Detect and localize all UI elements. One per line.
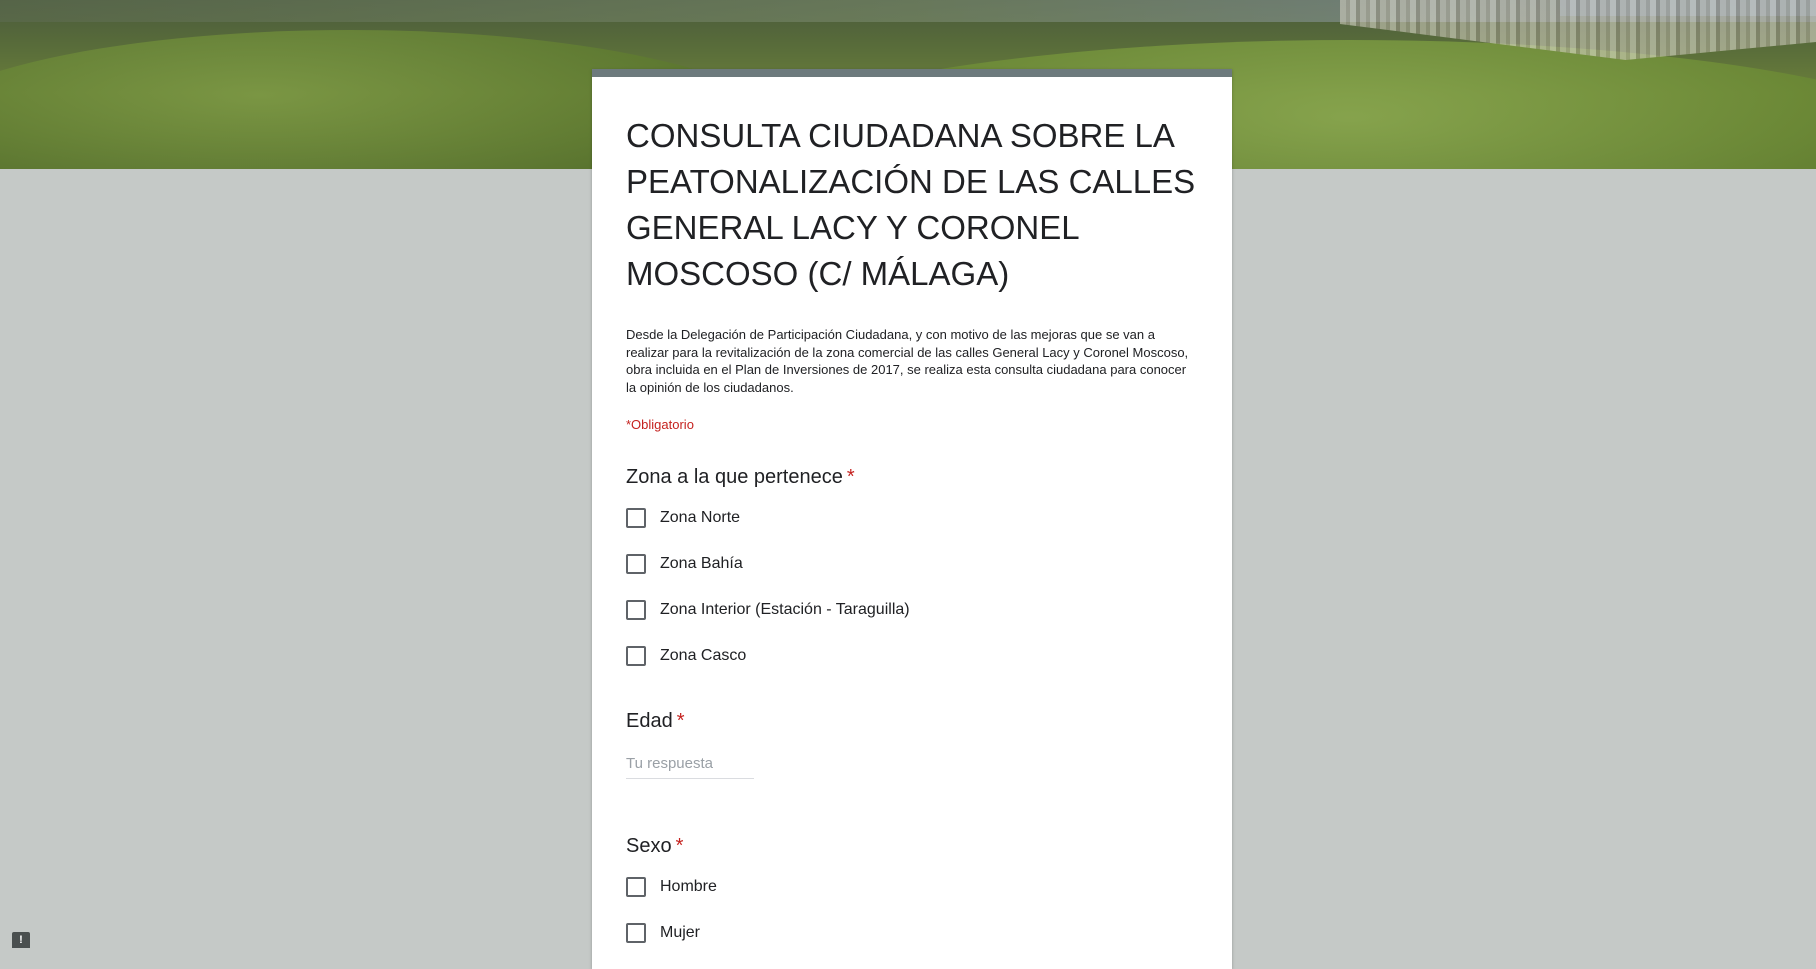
question-title-sexo (626, 834, 1198, 858)
checkbox-zona-bahia[interactable] (626, 554, 646, 574)
option-zona-casco[interactable] (626, 633, 1198, 679)
edad-input[interactable] (626, 753, 754, 779)
required-note: *Obligatorio (626, 417, 694, 432)
question-sexo (626, 834, 1198, 956)
question-zona (626, 465, 1198, 679)
option-label: Zona Norte (660, 509, 741, 526)
form-accent-bar (592, 69, 1232, 77)
required-star: * (846, 466, 855, 488)
option-zona-interior[interactable] (626, 587, 1198, 633)
question-title-text: Edad (626, 710, 673, 732)
checkbox-zona-casco[interactable] (626, 646, 646, 666)
option-label: Zona Casco (660, 647, 747, 664)
form-description: Desde la Delegación de Participación Ciudadana, y con motivo de las mejoras que se van a realizar para la revitalización de la zona comercial de las calles General Lacy y Coronel Moscoso, obra incluida en el Plan de Inversiones de 2017, se realiza esta consulta ciudadana para conocer la opinión de los ciudadanos. (626, 327, 1189, 395)
question-edad (626, 709, 1198, 779)
checkbox-zona-interior[interactable] (626, 600, 646, 620)
option-zona-norte[interactable] (626, 495, 1198, 541)
checkbox-hombre[interactable] (626, 877, 646, 897)
question-title-edad (626, 709, 1198, 733)
form-title: CONSULTA CIUDADANA SOBRE LA PEATONALIZACIÓN DE LAS CALLES GENERAL LACY Y CORONEL MOSCOSO (C/ MÁLAGA) (626, 117, 1196, 292)
checkbox-zona-norte[interactable] (626, 508, 646, 528)
report-issue-icon[interactable]: ! (12, 932, 30, 948)
checkbox-mujer[interactable] (626, 923, 646, 943)
required-star: * (676, 710, 685, 732)
option-list-sexo (626, 864, 1198, 956)
option-label: Zona Interior (Estación - Taraguilla) (660, 601, 910, 618)
option-label: Zona Bahía (660, 555, 743, 572)
option-zona-bahia[interactable] (626, 541, 1198, 587)
question-title-text: Zona a la que pertenece (626, 466, 843, 488)
form-card (592, 69, 1232, 969)
form-header (626, 113, 1198, 432)
option-hombre[interactable] (626, 864, 1198, 910)
option-label: Hombre (660, 878, 717, 895)
option-mujer[interactable] (626, 910, 1198, 956)
question-title-text: Sexo (626, 835, 672, 857)
question-title-zona (626, 465, 1198, 489)
option-label: Mujer (660, 924, 701, 941)
required-star: * (675, 835, 684, 857)
option-list-zona (626, 495, 1198, 679)
